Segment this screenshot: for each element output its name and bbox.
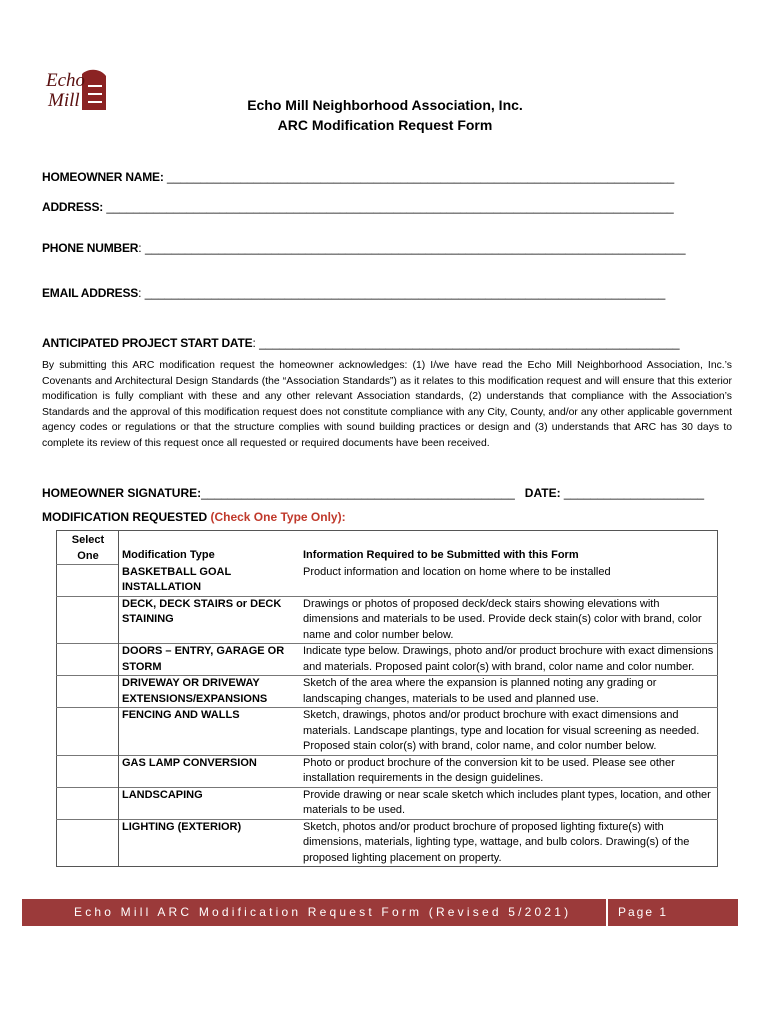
select-cell[interactable]	[57, 787, 119, 819]
phone-field[interactable]: PHONE NUMBER: _________________________________________________________________________________	[42, 241, 686, 255]
modification-type-cell: LIGHTING (EXTERIOR)	[119, 819, 301, 867]
logo-text-echo: Echo	[46, 70, 86, 91]
address-field[interactable]	[42, 200, 692, 214]
table-row[interactable]	[57, 644, 718, 676]
address-label: ADDRESS:	[42, 200, 104, 214]
signature-label: HOMEOWNER SIGNATURE:	[42, 486, 202, 500]
acknowledgement-text: By submitting this ARC modification request the homeowner acknowledges: (1) I/we have read the Echo Mill Neighborhood Association, Inc.’s Covenants and Architectural Design Standards (the “Association Standards”) as it relates to this modification request and will ensure that this exterior modification is fully compliant with these and any other relevant Association standards, (2) understands that compliance with the Association’s Standards and the approval of this modification request does not constitute compliance with any City, County, and/or any other applicable government agency codes or regulations or that the structure complies with sound building practices or design and (3) understands that ARC has 30 days to complete its review of this request once all requested or required documents have been received.	[42, 360, 732, 449]
modification-type-cell: LANDSCAPING	[119, 787, 301, 819]
information-cell: Sketch of the area where the expansion is planned noting any grading or landscaping changes, materials to be used and planned use.	[300, 676, 718, 708]
modification-requested-heading	[42, 510, 346, 524]
page-number: Page 1	[618, 905, 669, 919]
table-row[interactable]	[57, 676, 718, 708]
date-line[interactable]: _____________________	[563, 486, 705, 500]
address-line[interactable]: _____________________________________________________________________________________	[106, 200, 674, 214]
table-row[interactable]	[57, 565, 718, 597]
logo-text-mill: Mill	[48, 90, 80, 111]
modification-type-cell: GAS LAMP CONVERSION	[119, 755, 301, 787]
modification-type-cell: FENCING AND WALLS	[119, 708, 301, 756]
table-row[interactable]	[57, 787, 718, 819]
information-cell: Sketch, drawings, photos and/or product brochure with exact dimensions and materials. Landscape plantings, type and location for visual screening as needed. Proposed stain color(s) with brand, color name, and color number below.	[300, 708, 718, 756]
signature-row	[42, 486, 732, 500]
select-cell[interactable]	[57, 755, 119, 787]
footer-text: Echo Mill ARC Modification Request Form (Revised 5/2021)	[74, 905, 572, 919]
start-date-label: ANTICIPATED PROJECT START DATE	[42, 336, 253, 350]
start-date-field[interactable]: ANTICIPATED PROJECT START DATE: _______________________________________________________________	[42, 336, 680, 350]
date-label: DATE:	[524, 486, 561, 500]
select-cell[interactable]	[57, 819, 119, 867]
information-cell: Product information and location on home where to be installed	[303, 565, 611, 578]
homeowner-name-field[interactable]	[42, 170, 692, 184]
select-cell[interactable]	[57, 676, 119, 708]
select-cell[interactable]	[57, 708, 119, 756]
modification-type-cell: DECK, DECK STAIRS or DECK STAINING	[119, 596, 301, 644]
modification-type-cell: DRIVEWAY OR DRIVEWAY EXTENSIONS/EXPANSIONS	[119, 676, 301, 708]
information-cell: Photo or product brochure of the conversion kit to be used. Please see other installation requirements in the design guidelines.	[300, 755, 718, 787]
modification-type-cell: BASKETBALL GOAL INSTALLATION	[122, 565, 231, 593]
modification-type-cell: DOORS – ENTRY, GARAGE OR STORM	[119, 644, 301, 676]
select-cell[interactable]	[57, 565, 119, 597]
modification-label: MODIFICATION REQUESTED	[42, 510, 208, 524]
phone-label: PHONE NUMBER	[42, 241, 139, 255]
select-cell[interactable]	[57, 596, 119, 644]
page-footer	[22, 899, 738, 926]
phone-line[interactable]: _________________________________________________________________________________	[144, 241, 686, 255]
page-title: Echo Mill Neighborhood Association, Inc.	[247, 97, 523, 113]
information-cell: Indicate type below. Drawings, photo and/or product brochure with exact dimensions and materials. Proposed paint color(s) with brand, color name and color number.	[300, 644, 718, 676]
modification-table	[56, 530, 718, 867]
page-subtitle: ARC Modification Request Form	[277, 117, 493, 133]
footer-divider	[606, 899, 608, 926]
information-cell: Drawings or photos of proposed deck/deck stairs showing elevations with dimensions and materials to be used. Provide deck stain(s) color with brand, color name and color number below.	[300, 596, 718, 644]
email-field[interactable]: EMAIL ADDRESS: ______________________________________________________________________________	[42, 286, 666, 300]
header-modification-type: Modification Type	[122, 549, 215, 561]
table-row[interactable]	[57, 819, 718, 867]
homeowner-name-label: HOMEOWNER NAME:	[42, 170, 164, 184]
information-cell: Provide drawing or near scale sketch which includes plant types, location, and other materials to be used.	[300, 787, 718, 819]
email-label: EMAIL ADDRESS	[42, 286, 139, 300]
information-cell: Sketch, photos and/or product brochure of proposed lighting fixture(s) with dimensions, materials, lighting type, wattage, and bulb colors. Drawing(s) of the proposed lighting placement on property.	[300, 819, 718, 867]
modification-note: (Check One Type Only):	[207, 510, 346, 524]
table-row[interactable]	[57, 755, 718, 787]
start-date-line[interactable]: _______________________________________________________________	[259, 336, 680, 350]
header-information-required: Information Required to be Submitted with this Form	[303, 549, 579, 561]
homeowner-name-line[interactable]: ____________________________________________________________________________	[167, 170, 675, 184]
header-select-one: Select One	[57, 531, 119, 565]
table-row[interactable]	[57, 596, 718, 644]
table-header-row	[57, 531, 718, 565]
table-row[interactable]	[57, 708, 718, 756]
select-cell[interactable]	[57, 644, 119, 676]
email-line[interactable]: ______________________________________________________________________________	[144, 286, 666, 300]
signature-line[interactable]: _______________________________________________	[201, 486, 515, 500]
